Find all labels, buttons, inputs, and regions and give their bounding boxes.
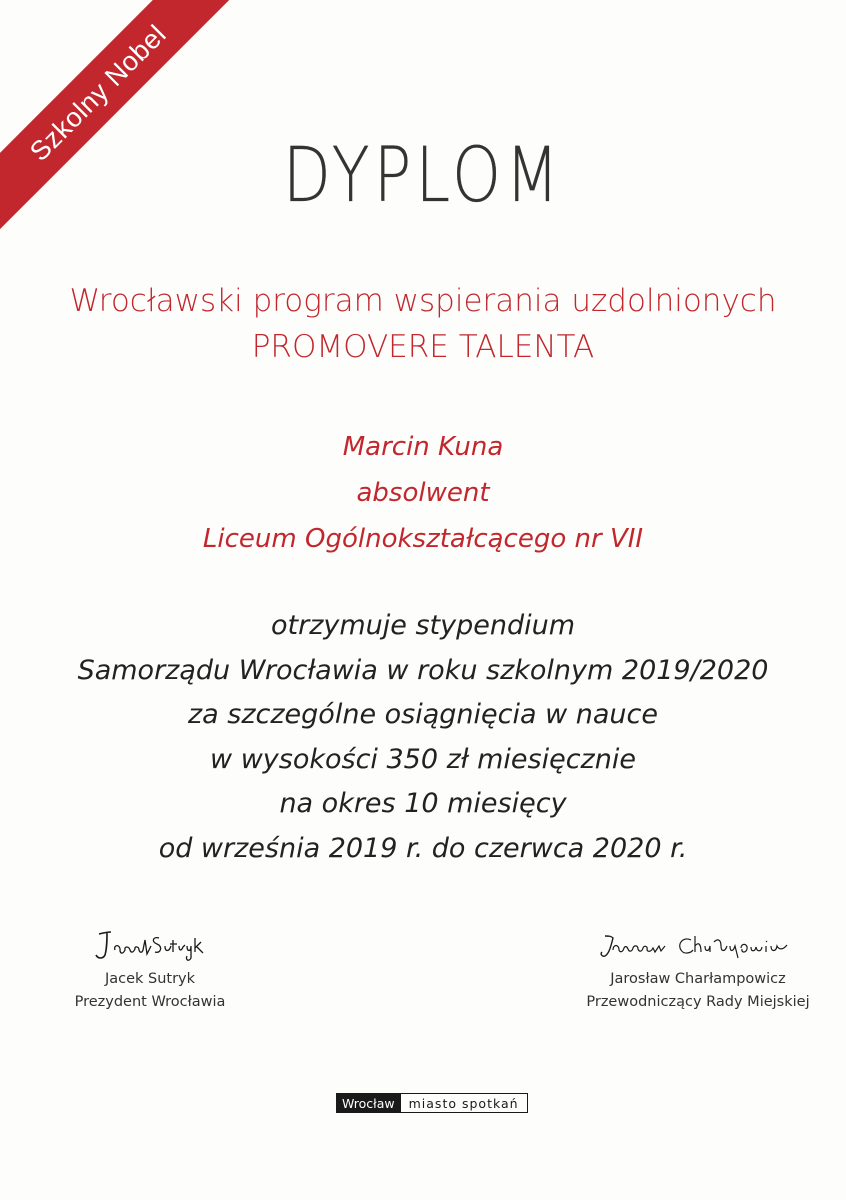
award-line: za szczególne osiągnięcia w nauce <box>188 699 658 730</box>
program-heading <box>0 278 846 370</box>
signatory-name-right: Jarosław Charłampowicz <box>610 971 786 987</box>
signature-left <box>0 928 300 1014</box>
signatory-name-left: Jacek Sutryk <box>104 971 196 987</box>
logo-light-part: miasto spotkań <box>401 1093 528 1113</box>
recipient-school: Liceum Ogólnokształcącego nr VII <box>202 524 644 554</box>
program-motto: PROMOVERE TALENTA <box>251 329 595 365</box>
diploma-title: DYPLOM <box>282 130 564 219</box>
recipient-role: absolwent <box>356 478 490 508</box>
award-line: otrzymuje stypendium <box>270 610 575 641</box>
signatory-title-right: Przewodniczący Rady Miejskiej <box>586 994 810 1010</box>
program-name: Wrocławski program wspierania uzdolnionych <box>69 283 777 319</box>
signature-image-right <box>583 928 813 962</box>
signature-right <box>548 928 846 1014</box>
award-line: od września 2019 r. do czerwca 2020 r. <box>158 832 688 864</box>
recipient-name: Marcin Kuna <box>342 432 504 462</box>
award-line: na okres 10 miesięcy <box>279 788 567 819</box>
wroclaw-logo <box>336 1093 528 1113</box>
award-line: w wysokości 350 zł miesięcznie <box>210 743 636 775</box>
award-text <box>0 604 846 871</box>
signature-image-left <box>85 928 215 962</box>
logo-dark-part: Wrocław <box>336 1093 401 1113</box>
recipient-block <box>0 424 846 562</box>
ribbon-text: Szkolny Nobel <box>23 18 172 167</box>
signatory-title-left: Prezydent Wrocławia <box>74 994 226 1010</box>
award-line: Samorządu Wrocławia w roku szkolnym 2019/2020 <box>77 654 769 686</box>
